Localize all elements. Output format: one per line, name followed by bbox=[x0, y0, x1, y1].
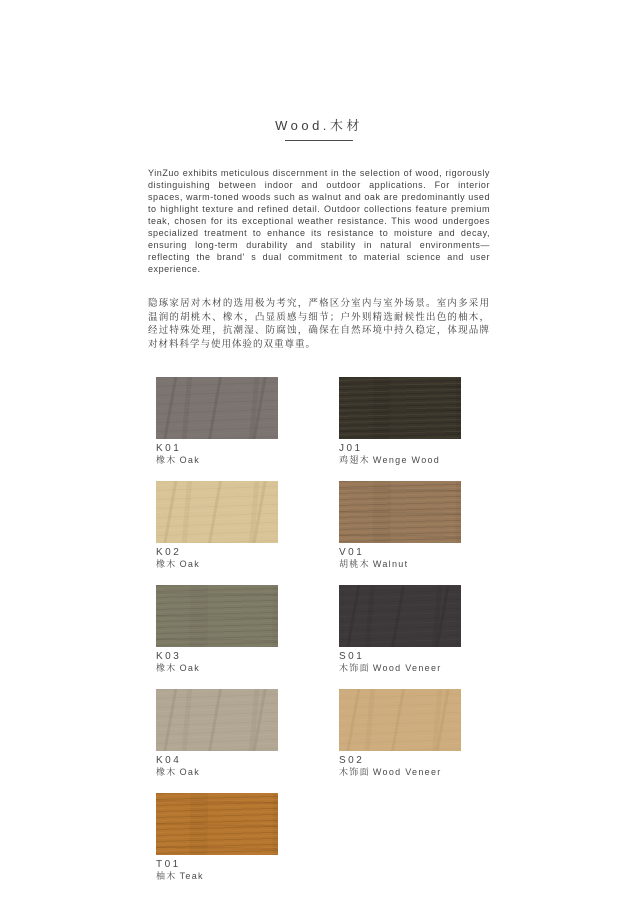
swatch-material-label bbox=[339, 767, 461, 778]
wood-swatch-image bbox=[156, 377, 278, 439]
material-name-cn: 橡木 bbox=[156, 455, 177, 465]
swatch-code: J01 bbox=[339, 443, 363, 454]
page-title: Wood.木材 bbox=[275, 118, 363, 133]
swatch-cell-t01 bbox=[156, 793, 278, 882]
wood-swatch-image bbox=[156, 689, 278, 751]
material-name-en: Oak bbox=[179, 455, 201, 465]
wood-swatch-grid bbox=[156, 377, 461, 882]
material-name-en: Wood Veneer bbox=[372, 663, 442, 673]
wood-swatch-image bbox=[339, 377, 461, 439]
swatch-code: S01 bbox=[339, 651, 365, 662]
swatch-code: K03 bbox=[156, 651, 182, 662]
wood-swatch-image bbox=[339, 481, 461, 543]
material-name-cn: 橡木 bbox=[156, 559, 177, 569]
swatch-code: K02 bbox=[156, 547, 182, 558]
material-name-cn: 柚木 bbox=[156, 871, 177, 881]
material-name-en: Oak bbox=[179, 767, 201, 777]
wood-swatch-image bbox=[339, 585, 461, 647]
swatch-code: T01 bbox=[156, 859, 181, 870]
swatch-material-label bbox=[156, 663, 278, 674]
material-name-en: Wood Veneer bbox=[372, 767, 442, 777]
swatch-code: K04 bbox=[156, 755, 182, 766]
swatch-material-label bbox=[339, 455, 461, 466]
material-name-cn: 橡木 bbox=[156, 767, 177, 777]
swatch-cell-s02 bbox=[339, 689, 461, 778]
swatch-code: S02 bbox=[339, 755, 365, 766]
swatch-material-label bbox=[156, 871, 278, 882]
material-name-en: Walnut bbox=[372, 559, 409, 569]
swatch-material-label bbox=[156, 767, 278, 778]
material-name-en: Teak bbox=[179, 871, 204, 881]
wood-swatch-image bbox=[156, 481, 278, 543]
swatch-material-label bbox=[339, 663, 461, 674]
section-header bbox=[148, 118, 490, 141]
material-name-cn: 胡桃木 bbox=[339, 559, 370, 569]
swatch-material-label bbox=[156, 559, 278, 570]
material-name-en: Oak bbox=[179, 663, 201, 673]
swatch-cell-s01 bbox=[339, 585, 461, 674]
material-name-en: Oak bbox=[179, 559, 201, 569]
swatch-cell-k01 bbox=[156, 377, 278, 466]
wood-swatch-image bbox=[339, 689, 461, 751]
swatch-cell-j01 bbox=[339, 377, 461, 466]
swatch-code: V01 bbox=[339, 547, 365, 558]
material-name-cn: 橡木 bbox=[156, 663, 177, 673]
material-name-cn: 木饰面 bbox=[339, 767, 370, 777]
wood-swatch-image bbox=[156, 793, 278, 855]
title-underline bbox=[285, 140, 353, 141]
swatch-code: K01 bbox=[156, 443, 182, 454]
swatch-cell-k04 bbox=[156, 689, 278, 778]
swatch-cell-k03 bbox=[156, 585, 278, 674]
material-name-cn: 木饰面 bbox=[339, 663, 370, 673]
swatch-cell-k02 bbox=[156, 481, 278, 570]
wood-swatch-image bbox=[156, 585, 278, 647]
material-name-cn: 鸡翅木 bbox=[339, 455, 370, 465]
swatch-material-label bbox=[156, 455, 278, 466]
intro-paragraph-chinese: 隐琢家居对木材的选用极为考究，严格区分室内与室外场景。室内多采用温润的胡桃木、橡木，凸显质感与细节；户外则精选耐候性出色的柚木，经过特殊处理，抗潮湿、防腐蚀，确保在自然环境中持久稳定，体现品牌对材料科学与使用体验的双重尊重。 bbox=[148, 298, 490, 350]
material-name-en: Wenge Wood bbox=[372, 455, 441, 465]
swatch-cell-v01 bbox=[339, 481, 461, 570]
swatch-material-label bbox=[339, 559, 461, 570]
intro-paragraph-english: YinZuo exhibits meticulous discernment in the selection of wood, rigorously distinguishing between indoor and outdoor applications. For interior spaces, warm-toned woods such as walnut and oak are predominantly used to highlight texture and refined detail. Outdoor collections feature premium teak, chosen for its exceptional weather resistance. This wood undergoes specialized treatment to enhance its resistance to moisture and decay, ensuring long-term durability and stability in natural environments—reflecting the brand' s dual commitment to material science and user experience. bbox=[148, 168, 490, 274]
